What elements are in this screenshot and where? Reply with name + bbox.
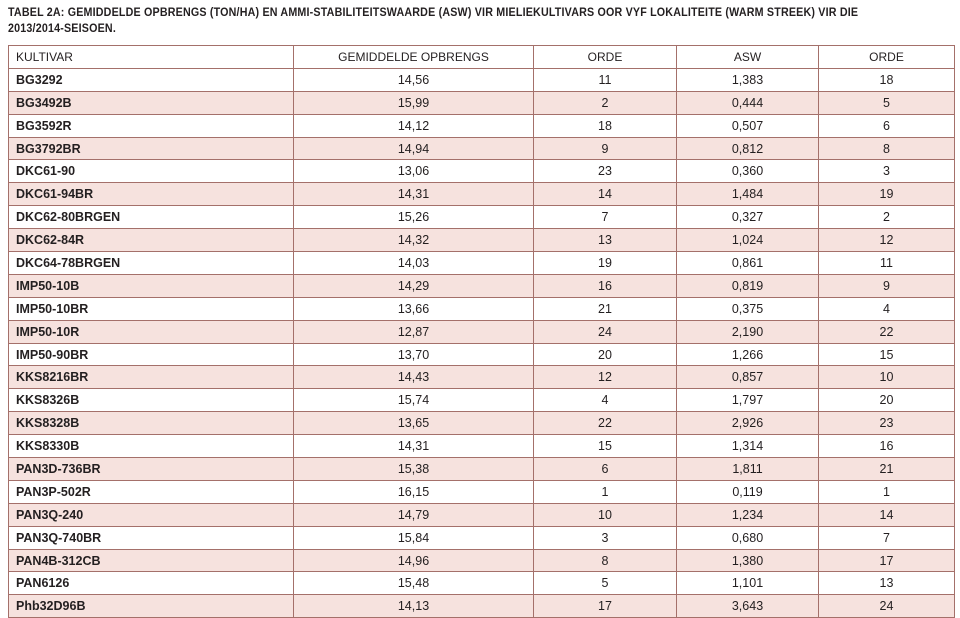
cell-gemiddelde-opbrengs: 14,13 xyxy=(294,595,534,618)
cell-orde-asw: 18 xyxy=(819,68,955,91)
cell-kultivar: KKS8326B xyxy=(9,389,294,412)
cell-orde-opbrengs: 4 xyxy=(534,389,677,412)
cell-asw: 1,314 xyxy=(677,435,819,458)
cell-gemiddelde-opbrengs: 14,03 xyxy=(294,252,534,275)
cell-kultivar: DKC61-94BR xyxy=(9,183,294,206)
cell-asw: 1,234 xyxy=(677,503,819,526)
cell-orde-opbrengs: 9 xyxy=(534,137,677,160)
cell-orde-asw: 24 xyxy=(819,595,955,618)
cell-asw: 1,024 xyxy=(677,229,819,252)
cell-gemiddelde-opbrengs: 15,84 xyxy=(294,526,534,549)
table-row xyxy=(9,183,955,206)
column-header-orde-opbrengs: ORDE xyxy=(534,46,677,69)
cell-gemiddelde-opbrengs: 14,94 xyxy=(294,137,534,160)
cell-orde-asw: 23 xyxy=(819,412,955,435)
cell-orde-asw: 5 xyxy=(819,91,955,114)
table-row xyxy=(9,206,955,229)
cell-kultivar: PAN3Q-240 xyxy=(9,503,294,526)
cell-orde-opbrengs: 5 xyxy=(534,572,677,595)
table-row xyxy=(9,320,955,343)
cell-orde-opbrengs: 19 xyxy=(534,252,677,275)
cell-orde-asw: 8 xyxy=(819,137,955,160)
cell-kultivar: PAN3D-736BR xyxy=(9,458,294,481)
cell-gemiddelde-opbrengs: 15,74 xyxy=(294,389,534,412)
cell-gemiddelde-opbrengs: 15,99 xyxy=(294,91,534,114)
cell-gemiddelde-opbrengs: 14,96 xyxy=(294,549,534,572)
cell-orde-asw: 2 xyxy=(819,206,955,229)
cell-orde-asw: 17 xyxy=(819,549,955,572)
cell-orde-opbrengs: 21 xyxy=(534,297,677,320)
cell-gemiddelde-opbrengs: 14,43 xyxy=(294,366,534,389)
table-row xyxy=(9,435,955,458)
cell-orde-opbrengs: 6 xyxy=(534,458,677,481)
cell-gemiddelde-opbrengs: 13,06 xyxy=(294,160,534,183)
data-table xyxy=(8,45,955,618)
cell-orde-asw: 15 xyxy=(819,343,955,366)
cell-gemiddelde-opbrengs: 13,65 xyxy=(294,412,534,435)
column-header-asw: ASW xyxy=(677,46,819,69)
cell-gemiddelde-opbrengs: 15,38 xyxy=(294,458,534,481)
cell-asw: 1,266 xyxy=(677,343,819,366)
table-row xyxy=(9,91,955,114)
table-row xyxy=(9,503,955,526)
cell-orde-asw: 6 xyxy=(819,114,955,137)
cell-orde-asw: 21 xyxy=(819,458,955,481)
table-row xyxy=(9,572,955,595)
cell-kultivar: IMP50-10BR xyxy=(9,297,294,320)
cell-asw: 0,119 xyxy=(677,480,819,503)
cell-orde-opbrengs: 10 xyxy=(534,503,677,526)
table-row xyxy=(9,252,955,275)
cell-asw: 0,375 xyxy=(677,297,819,320)
cell-asw: 0,861 xyxy=(677,252,819,275)
cell-gemiddelde-opbrengs: 13,70 xyxy=(294,343,534,366)
cell-kultivar: IMP50-10R xyxy=(9,320,294,343)
table-row xyxy=(9,595,955,618)
table-row xyxy=(9,229,955,252)
cell-asw: 0,327 xyxy=(677,206,819,229)
cell-kultivar: PAN4B-312CB xyxy=(9,549,294,572)
cell-orde-opbrengs: 13 xyxy=(534,229,677,252)
cell-orde-opbrengs: 22 xyxy=(534,412,677,435)
cell-asw: 2,926 xyxy=(677,412,819,435)
cell-orde-asw: 14 xyxy=(819,503,955,526)
table-row xyxy=(9,274,955,297)
cell-orde-asw: 12 xyxy=(819,229,955,252)
cell-gemiddelde-opbrengs: 15,48 xyxy=(294,572,534,595)
cell-gemiddelde-opbrengs: 14,32 xyxy=(294,229,534,252)
cell-kultivar: PAN3P-502R xyxy=(9,480,294,503)
cell-orde-opbrengs: 24 xyxy=(534,320,677,343)
cell-orde-asw: 1 xyxy=(819,480,955,503)
cell-orde-opbrengs: 11 xyxy=(534,68,677,91)
cell-asw: 0,360 xyxy=(677,160,819,183)
cell-asw: 0,680 xyxy=(677,526,819,549)
cell-kultivar: Phb32D96B xyxy=(9,595,294,618)
cell-kultivar: KKS8330B xyxy=(9,435,294,458)
cell-asw: 2,190 xyxy=(677,320,819,343)
table-row xyxy=(9,137,955,160)
cell-orde-asw: 3 xyxy=(819,160,955,183)
cell-orde-asw: 20 xyxy=(819,389,955,412)
cell-orde-opbrengs: 16 xyxy=(534,274,677,297)
cell-orde-asw: 19 xyxy=(819,183,955,206)
cell-orde-opbrengs: 14 xyxy=(534,183,677,206)
header-row xyxy=(9,46,955,69)
cell-gemiddelde-opbrengs: 16,15 xyxy=(294,480,534,503)
cell-kultivar: DKC61-90 xyxy=(9,160,294,183)
cell-asw: 0,812 xyxy=(677,137,819,160)
cell-orde-asw: 11 xyxy=(819,252,955,275)
cell-orde-asw: 9 xyxy=(819,274,955,297)
cell-kultivar: IMP50-10B xyxy=(9,274,294,297)
cell-asw: 1,383 xyxy=(677,68,819,91)
cell-asw: 1,484 xyxy=(677,183,819,206)
table-row xyxy=(9,480,955,503)
cell-orde-opbrengs: 8 xyxy=(534,549,677,572)
cell-gemiddelde-opbrengs: 15,26 xyxy=(294,206,534,229)
cell-gemiddelde-opbrengs: 12,87 xyxy=(294,320,534,343)
cell-orde-opbrengs: 12 xyxy=(534,366,677,389)
cell-kultivar: DKC62-84R xyxy=(9,229,294,252)
cell-gemiddelde-opbrengs: 14,31 xyxy=(294,435,534,458)
table-row xyxy=(9,549,955,572)
table-row xyxy=(9,412,955,435)
table-row xyxy=(9,526,955,549)
cell-kultivar: KKS8328B xyxy=(9,412,294,435)
column-header-orde-asw: ORDE xyxy=(819,46,955,69)
cell-kultivar: PAN6126 xyxy=(9,572,294,595)
column-header-gemiddelde-opbrengs: GEMIDDELDE OPBRENGS xyxy=(294,46,534,69)
cell-gemiddelde-opbrengs: 14,29 xyxy=(294,274,534,297)
cell-asw: 3,643 xyxy=(677,595,819,618)
cell-orde-opbrengs: 18 xyxy=(534,114,677,137)
cell-gemiddelde-opbrengs: 14,79 xyxy=(294,503,534,526)
cell-orde-asw: 10 xyxy=(819,366,955,389)
cell-kultivar: DKC64-78BRGEN xyxy=(9,252,294,275)
cell-kultivar: PAN3Q-740BR xyxy=(9,526,294,549)
cell-orde-asw: 4 xyxy=(819,297,955,320)
cell-kultivar: KKS8216BR xyxy=(9,366,294,389)
cell-orde-opbrengs: 2 xyxy=(534,91,677,114)
cell-asw: 1,101 xyxy=(677,572,819,595)
cell-asw: 0,444 xyxy=(677,91,819,114)
table-row xyxy=(9,458,955,481)
cell-orde-asw: 22 xyxy=(819,320,955,343)
cell-orde-opbrengs: 15 xyxy=(534,435,677,458)
table-row xyxy=(9,389,955,412)
cell-asw: 1,811 xyxy=(677,458,819,481)
table-body xyxy=(9,68,955,617)
cell-orde-opbrengs: 20 xyxy=(534,343,677,366)
table-row xyxy=(9,366,955,389)
cell-asw: 0,507 xyxy=(677,114,819,137)
table-row xyxy=(9,114,955,137)
cell-kultivar: DKC62-80BRGEN xyxy=(9,206,294,229)
table-row xyxy=(9,343,955,366)
cell-gemiddelde-opbrengs: 14,31 xyxy=(294,183,534,206)
cell-orde-opbrengs: 23 xyxy=(534,160,677,183)
cell-orde-opbrengs: 1 xyxy=(534,480,677,503)
cell-kultivar: BG3292 xyxy=(9,68,294,91)
cell-gemiddelde-opbrengs: 14,12 xyxy=(294,114,534,137)
cell-orde-asw: 13 xyxy=(819,572,955,595)
cell-kultivar: BG3792BR xyxy=(9,137,294,160)
cell-orde-opbrengs: 3 xyxy=(534,526,677,549)
cell-orde-opbrengs: 7 xyxy=(534,206,677,229)
cell-asw: 0,857 xyxy=(677,366,819,389)
cell-kultivar: BG3492B xyxy=(9,91,294,114)
cell-gemiddelde-opbrengs: 14,56 xyxy=(294,68,534,91)
table-title: TABEL 2A: GEMIDDELDE OPBRENGS (TON/HA) EN AMMI-STABILITEITSWAARDE (ASW) VIR MIELIEKULTIVARS OOR VYF LOKALITEITE (WARM STREEK) VIR DIE 2013/2014-SEISOEN. xyxy=(8,7,859,35)
cell-kultivar: IMP50-90BR xyxy=(9,343,294,366)
cell-asw: 0,819 xyxy=(677,274,819,297)
cell-orde-opbrengs: 17 xyxy=(534,595,677,618)
cell-asw: 1,797 xyxy=(677,389,819,412)
cell-asw: 1,380 xyxy=(677,549,819,572)
cell-gemiddelde-opbrengs: 13,66 xyxy=(294,297,534,320)
column-header-kultivar: KULTIVAR xyxy=(9,46,294,69)
cell-orde-asw: 7 xyxy=(819,526,955,549)
table-row xyxy=(9,160,955,183)
cell-kultivar: BG3592R xyxy=(9,114,294,137)
cell-orde-asw: 16 xyxy=(819,435,955,458)
table-row xyxy=(9,68,955,91)
table-row xyxy=(9,297,955,320)
